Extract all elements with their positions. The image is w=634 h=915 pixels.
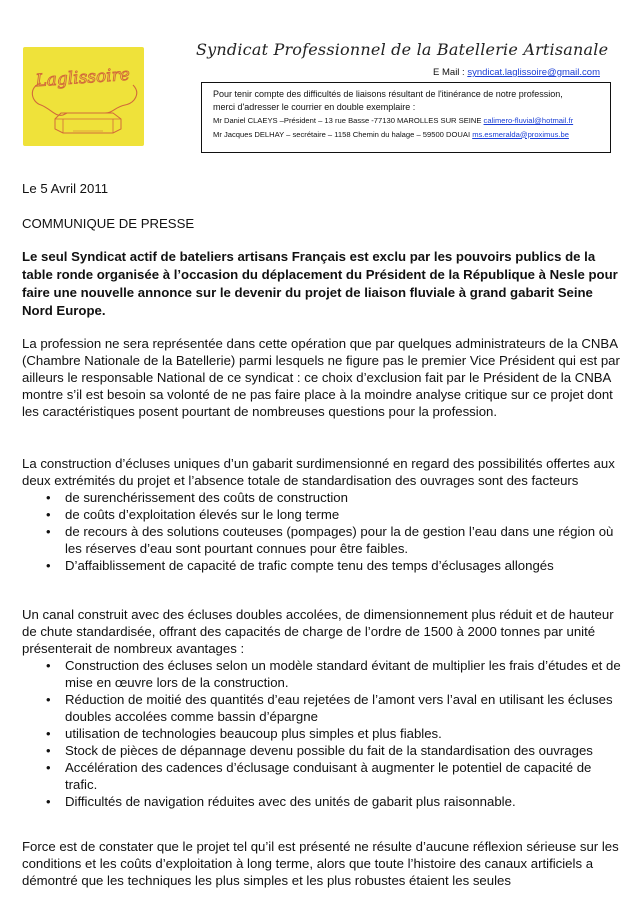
president-address: Mr Daniel CLAEYS –Président – 13 rue Basse -77130 MAROLLES SUR SEINE	[213, 116, 484, 125]
secretary-contact	[213, 128, 610, 142]
president-contact	[213, 114, 610, 128]
factors-list	[22, 489, 622, 574]
section-factors	[22, 455, 622, 574]
list-item: • Difficultés de navigation réduites avec des unités de gabarit plus raisonnable.	[22, 793, 622, 810]
contact-box	[201, 82, 611, 153]
syndicate-email-link[interactable]: syndicat.laglissoire@gmail.com	[467, 67, 600, 78]
list-item: • D’affaiblissement de capacité de trafic compte tenu des temps d’éclusages allongés	[22, 557, 622, 574]
list-item: • Accélération des cadences d’éclusage conduisant à augmenter le potentiel de capacité de trafic.	[22, 759, 622, 793]
list-item: • de recours à des solutions couteuses (pompages) pour la de gestion l’eau dans une région où les réserves d’eau sont pourtant connues pour être faibles.	[22, 523, 622, 557]
email-label: E Mail :	[433, 67, 468, 78]
email-line	[433, 67, 600, 78]
contact-intro-line2: merci d'adresser le courrier en double exemplaire :	[213, 102, 416, 112]
laglissoire-logo	[23, 47, 144, 146]
svg-text:Laglissoire: Laglissoire	[34, 64, 131, 92]
list-item: • Réduction de moitié des quantités d’eau rejetées de l’amont vers l’aval en utilisant les écluses doubles accolées comme bassin d’épargne	[22, 691, 622, 725]
secretary-email-link[interactable]: ms.esmeralda@proximus.be	[472, 129, 569, 139]
paragraph-representation: La profession ne sera représentée dans cette opération que par quelques administrateurs de la CNBA (Chambre Nationale de la Batellerie) parmi lesquels ne figure pas le premier Vice Président qui est par ailleurs le responsable National de ce syndicat : ce choix d’exclusion fait par le Président de la CNBA montre s’il est besoin sa volonté de ne pas faire place à la moindre analyse critique sur ce projet dont les caractéristiques posent pourtant de nombreuses questions pour la profession.	[22, 336, 620, 419]
section-advantages	[22, 606, 622, 810]
secretary-address: Mr Jacques DELHAY – secrétaire – 1158 Chemin du halage – 59500 DOUAI	[213, 129, 473, 139]
advantages-list	[22, 657, 622, 810]
paragraph-construction: La construction d’écluses uniques d’un gabarit surdimensionné en regard des possibilités offertes aux deux extrémités du projet et l’absence totale de standardisation des ouvrages sont des facteurs	[22, 456, 615, 488]
barge-logo-icon	[23, 47, 144, 146]
list-item: • Stock de pièces de dépannage devenu possible du fait de la standardisation des ouvrages	[22, 742, 622, 759]
list-item: • Construction des écluses selon un modèle standard évitant de multiplier les frais d’études et de mise en œuvre lors de la construction.	[22, 657, 622, 691]
list-item: • de surenchérissement des coûts de construction	[22, 489, 622, 506]
document-date: Le 5 Avril 2011	[22, 181, 109, 196]
organization-title: Syndicat Professionnel de la Batellerie Artisanale	[196, 40, 609, 59]
press-release-heading: COMMUNIQUE DE PRESSE	[22, 216, 195, 231]
president-email-link[interactable]: calimero-fluvial@hotmail.fr	[483, 116, 574, 125]
paragraph-conclusion: Force est de constater que le projet tel qu’il est présenté ne résulte d’aucune réflexion sérieuse sur les conditions et les coûts d’exploitation à long terme, alors que toute l’histoire des canaux artificiels a démontré que les techniques les plus simples et les plus robustes étaient les seules	[22, 839, 619, 888]
contact-intro-line1: Pour tenir compte des difficultés de liaisons résultant de l'itinérance de notre profession,	[213, 89, 563, 99]
lead-paragraph: Le seul Syndicat actif de bateliers artisans Français est exclu par les pouvoirs publics de la table ronde organisée à l’occasion du déplacement du Président de la République à Nesle pour faire une nouvelle annonce sur le devenir du projet de liaison fluviale à grand gabarit Seine Nord Europe.	[22, 249, 618, 318]
list-item: • de coûts d’exploitation élevés sur le long terme	[22, 506, 622, 523]
list-item: • utilisation de technologies beaucoup plus simples et plus fiables.	[22, 725, 622, 742]
paragraph-canal: Un canal construit avec des écluses doubles accolées, de dimensionnement plus réduit et de hauteur de chute standardisée, offrant des capacités de charge de l’ordre de 1500 à 2000 tonnes par unité présenterait de nombreux avantages :	[22, 607, 614, 656]
